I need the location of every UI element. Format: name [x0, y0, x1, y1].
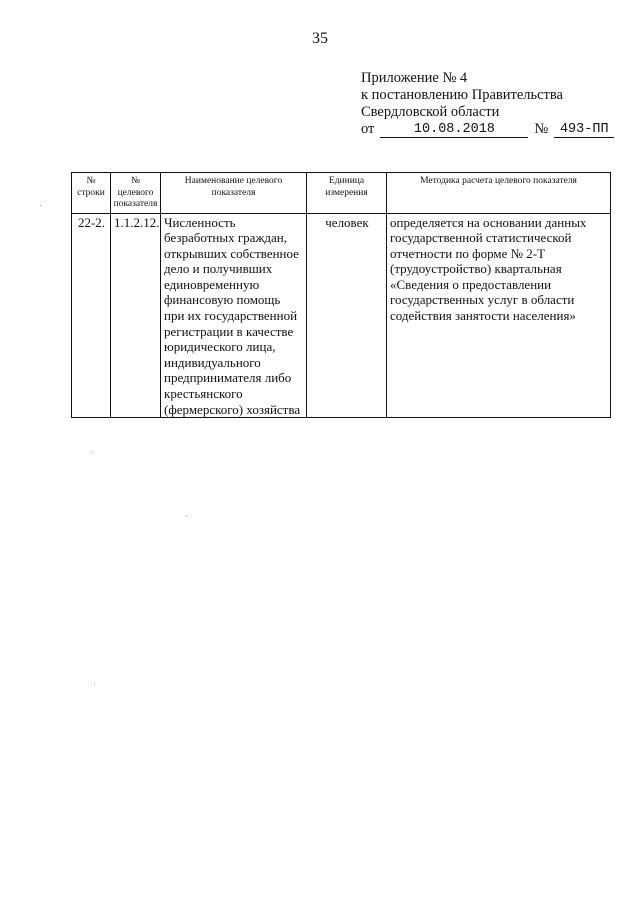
indicators-table	[71, 172, 611, 418]
scan-speck	[186, 516, 187, 517]
appendix-resolution-line: к постановлению Правительства	[361, 87, 563, 103]
scan-speck	[92, 452, 93, 453]
page-number: 35	[312, 30, 328, 47]
table-row	[72, 213, 611, 418]
appendix-date-number-line	[361, 121, 614, 138]
scan-speck	[40, 205, 41, 206]
cell-indicator-number: 1.1.2.12.	[111, 213, 161, 418]
cell-line-number: 22-2.	[72, 213, 111, 418]
date-prefix: от	[361, 121, 375, 137]
header-indicator-name: Наименование целевого показателя	[161, 173, 307, 214]
header-row-number: № строки	[72, 173, 111, 214]
table-header-row	[72, 173, 611, 214]
resolution-date: 10.08.2018	[380, 122, 528, 138]
header-unit: Единица измерения	[307, 173, 387, 214]
cell-method: определяется на основании данных государственной статистической отчетности по форме № 2-Т (трудоустройство) квартальная «Сведения о предоставлении государственных услуг в области содействия занятости населения»	[387, 213, 611, 418]
appendix-block	[361, 70, 614, 138]
appendix-title: Приложение № 4	[361, 70, 468, 86]
resolution-number: 493-ПП	[554, 122, 614, 138]
cell-indicator-name: Численность безработных граждан, открывших собственное дело и получивших единовременную финансовую помощь при их государственной регистрации в качестве юридического лица, индивидуального предпринимателя либо крестьянского (фермерского) хозяйства	[161, 213, 307, 418]
header-indicator-number: № целевого показателя	[111, 173, 161, 214]
scan-speck	[94, 683, 95, 684]
cell-unit: человек	[307, 213, 387, 418]
number-prefix: №	[534, 121, 549, 137]
appendix-region-line: Свердловской области	[361, 104, 500, 120]
header-method: Методика расчета целевого показателя	[387, 173, 611, 214]
